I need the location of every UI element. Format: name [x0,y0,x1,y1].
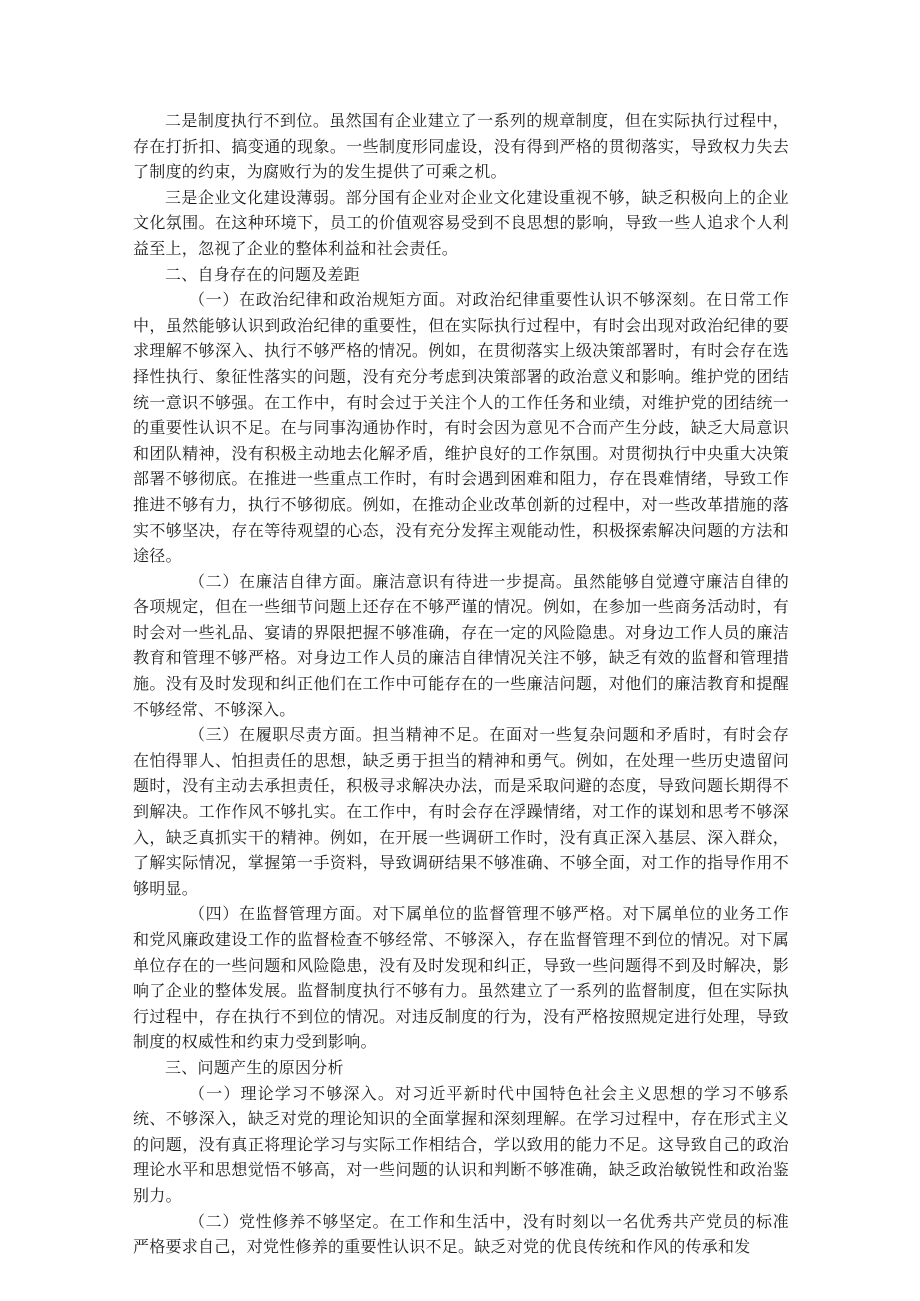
paragraph-theory-study: （一）理论学习不够深入。对习近平新时代中国特色社会主义思想的学习不够系统、不够深入，缺乏对党的理论知识的全面掌握和深刻理解。在学习过程中，存在形式主义的问题，没有真正将理论学习与实际工作相结合，学以致用的能力不足。这导致自己的政治理论水平和思想觉悟不够高，对一些问题的认识和判断不够准确，缺乏政治敏锐性和政治鉴别力。 [133,1083,789,1205]
document-page [133,108,789,1260]
paragraph-integrity: （二）在廉洁自律方面。廉洁意识有待进一步提高。虽然能够自觉遵守廉洁自律的各项规定，但在一些细节问题上还存在不够严谨的情况。例如，在参加一些商务活动时，有时会对一些礼品、宴请的界限把握不够准确，存在一定的风险隐患。对身边工作人员的廉洁教育和管理不够严格。对身边工作人员的廉洁自律情况关注不够，缺乏有效的监督和管理措施。没有及时发现和纠正他们在工作中可能存在的一些廉洁问题，对他们的廉洁教育和提醒不够经常、不够深入。 [133,571,789,719]
paragraph-political-discipline: （一）在政治纪律和政治规矩方面。对政治纪律重要性认识不够深刻。在日常工作中，虽然能够认识到政治纪律的重要性，但在实际执行过程中，有时会出现对政治纪律的要求理解不够深入、执行不够严格的情况。例如，在贯彻落实上级决策部署时，有时会存在选择性执行、象征性落实的问题，没有充分考虑到决策部署的政治意义和影响。维护党的团结统一意识不够强。在工作中，有时会过于关注个人的工作任务和业绩，对维护党的团结统一的重要性认识不足。在与同事沟通协作时，有时会因为意见不合而产生分歧，缺乏大局意识和团队精神，没有积极主动地去化解矛盾，维护良好的工作氛围。对贯彻执行中央重大决策部署不够彻底。在推进一些重点工作时，有时会遇到困难和阻力，存在畏难情绪，导致工作推进不够有力，执行不够彻底。例如，在推动企业改革创新的过程中，对一些改革措施的落实不够坚决，存在等待观望的心态，没有充分发挥主观能动性，积极探索解决问题的方法和途径。 [133,290,789,566]
section-heading-problems: 二、自身存在的问题及差距 [165,264,361,284]
paragraph-institution-enforcement: 二是制度执行不到位。虽然国有企业建立了一系列的规章制度，但在实际执行过程中，存在打折扣、搞变通的现象。一些制度形同虚设，没有得到严格的贯彻落实，导致权力失去了制度的约束，为腐败行为的发生提供了可乘之机。 [133,111,789,182]
paragraph-duty-performance: （三）在履职尽责方面。担当精神不足。在面对一些复杂问题和矛盾时，有时会存在怕得罪人、怕担责任的思想，缺乏勇于担当的精神和勇气。例如，在处理一些历史遗留问题时，没有主动去承担责任，积极寻求解决办法，而是采取问避的态度，导致问题长期得不到解决。工作作风不够扎实。在工作中，有时会存在浮躁情绪，对工作的谋划和思考不够深入，缺乏真抓实干的精神。例如，在开展一些调研工作时，没有真正深入基层、深入群众，了解实际情况，掌握第一手资料，导致调研结果不够准确、不够全面，对工作的指导作用不够明显。 [133,725,789,898]
paragraph-corporate-culture: 三是企业文化建设薄弱。部分国有企业对企业文化建设重视不够，缺乏积极向上的企业文化氛围。在这种环境下，员工的价值观容易受到不良思想的影响，导致一些人追求个人利益至上，忽视了企业的整体利益和社会责任。 [133,187,789,258]
paragraph-supervision: （四）在监督管理方面。对下属单位的监督管理不够严格。对下属单位的业务工作和党风廉政建设工作的监督检查不够经常、不够深入，存在监督管理不到位的情况。对下属单位存在的一些问题和风险隐患，没有及时发现和纠正，导致一些问题得不到及时解决，影响了企业的整体发展。监督制度执行不够有力。虽然建立了一系列的监督制度，但在实际执行过程中，存在执行不到位的情况。对违反制度的行为，没有严格按照规定进行处理，导致制度的权威性和约束力受到影响。 [133,904,789,1052]
paragraph-party-spirit: （二）党性修养不够坚定。在工作和生活中，没有时刻以一名优秀共产党员的标准严格要求自己，对党性修养的重要性认识不足。缺乏对党的优良传统和作风的传承和发 [133,1211,789,1257]
section-heading-causes: 三、问题产生的原因分析 [165,1057,344,1077]
